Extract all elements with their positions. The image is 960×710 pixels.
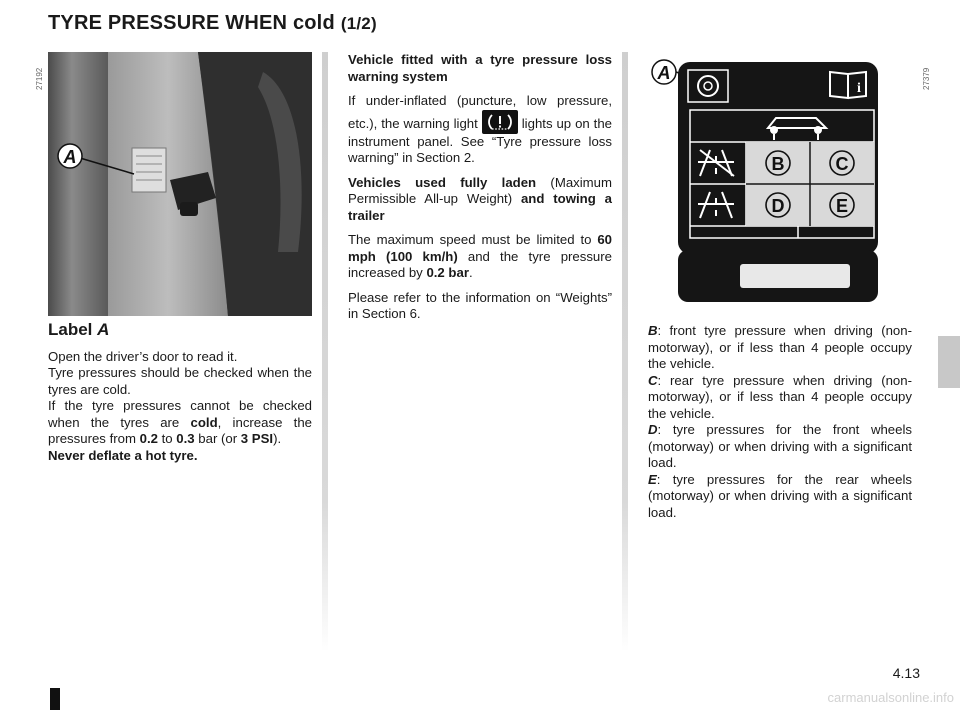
legend-item: B: front tyre pressure when driving (non-motorway), or if less than 4 people occupy the vehicle.	[648, 323, 912, 371]
page-title	[48, 12, 377, 35]
legend-section	[648, 323, 912, 521]
svg-text:i: i	[857, 81, 861, 96]
tyre-warning-light-icon	[482, 110, 518, 134]
warning-system-heading: Vehicle fitted with a tyre pressure loss warning system	[348, 52, 612, 84]
label-line-1: Open the driver’s door to read it.	[48, 348, 238, 364]
weights-reference-paragraph: Please refer to the information on “Weights” in Section 6.	[348, 289, 612, 321]
circle-c-label: C	[835, 154, 849, 174]
corner-mark	[50, 688, 60, 710]
warning-system-paragraph: If under-inflated (puncture, low pressure, etc.), the warning light lights up on the instrument panel. See “Tyre pressure loss warning” in Section 2.	[348, 93, 612, 165]
column-divider-right	[622, 52, 628, 652]
legend-item: E: tyre pressures for the rear wheels (motorway) or when driving with a significant load.	[648, 471, 912, 520]
door-photo-figure	[48, 52, 312, 316]
watermark: carmanualsonline.info	[827, 690, 954, 705]
figure-ref-right: 27379	[922, 67, 931, 90]
label-heading-letter: A	[97, 320, 110, 339]
circle-e-label: E	[835, 196, 849, 216]
legend-item: D: tyre pressures for the front wheels (motorway) or when driving with a significant load.	[648, 422, 912, 470]
tyre-label-figure	[648, 52, 912, 308]
label-paragraph: If the tyre pressures cannot be checked when the tyres are cold, increase the pressures from 0.2 to 0.3 bar (or 3 PSI).	[48, 398, 312, 446]
callout-a-right: A	[657, 63, 671, 83]
warning-system-section	[348, 52, 612, 331]
max-speed-paragraph: The maximum speed must be limited to 60 mph (100 km/h) and the tyre pressure increased by 0.2 bar.	[348, 232, 612, 280]
fully-laden-paragraph: Vehicles used fully laden (Maximum Permissible All-up Weight) and towing a trailer	[348, 174, 612, 223]
page-number: 4.13	[892, 665, 920, 681]
label-line-2: Tyre pressures should be checked when the tyres are cold.	[48, 365, 312, 397]
callout-a-left: A	[63, 147, 77, 167]
figure-ref-left: 27192	[35, 67, 44, 90]
column-divider-left	[322, 52, 328, 652]
legend-item: C: rear tyre pressure when driving (non-motorway), or if less than 4 people occupy the vehicle.	[648, 372, 912, 421]
label-heading	[48, 322, 312, 339]
label-heading-text: Label	[48, 320, 93, 339]
label-section	[48, 322, 312, 464]
label-warning: Never deflate a hot tyre.	[48, 447, 198, 463]
page-title-text: TYRE PRESSURE WHEN cold	[48, 12, 335, 34]
section-tab	[938, 336, 960, 388]
page-title-part: (1/2)	[340, 14, 377, 33]
circle-d-label: D	[771, 196, 785, 216]
circle-b-label: B	[771, 154, 785, 174]
